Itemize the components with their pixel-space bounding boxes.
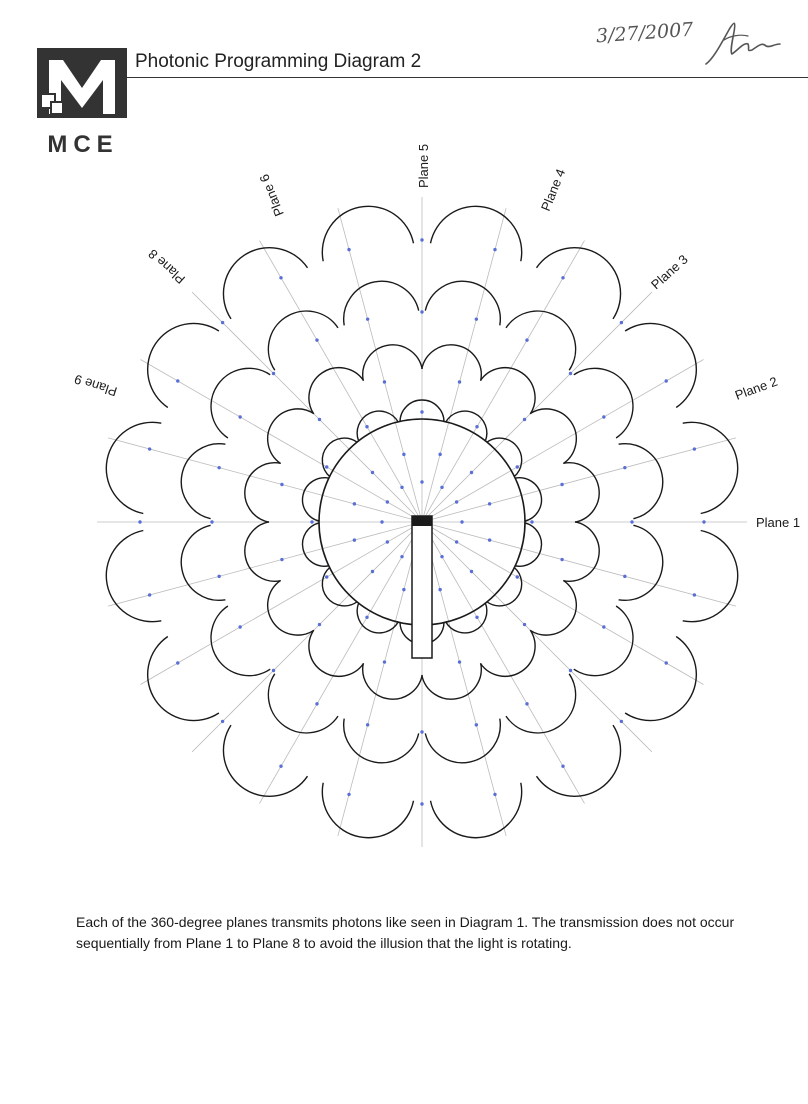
photon-dot [420,310,423,313]
scallop-arc [425,719,500,763]
photon-dot [279,276,282,279]
scallop-arc [425,281,500,325]
photon-dot [371,570,374,573]
caption: Each of the 360-degree planes transmits photons like seen in Diagram 1. The transmission does not occur sequentially from Plane 1 to Plane 8 to avoid the illusion that the light is rotating. [76,914,735,951]
photon-dot [420,238,423,241]
photon-dot [366,723,369,726]
scallop-arc [322,438,357,477]
photon-dot [630,520,633,523]
photon-dot [176,379,179,382]
photon-dot [347,248,350,251]
photon-dot [475,723,478,726]
scallop-arc [223,725,307,796]
scallop-arc [619,525,663,600]
photon-dot [438,453,441,456]
photon-dot [516,575,519,578]
photon-dot [420,802,423,805]
photon-dot [493,248,496,251]
plane-label-8: Plane 8 [145,246,189,287]
photon-dot [488,502,491,505]
photon-dot [458,660,461,663]
photon-dot [702,520,705,523]
scallop-arc [106,531,161,622]
photon-dot [217,575,220,578]
photon-dot [569,372,572,375]
scallop-arc [683,531,738,622]
scallop-arc [537,248,621,319]
scallop-arc [506,311,576,370]
photon-dot [602,415,605,418]
scallop-arc [322,206,413,261]
photon-dot [148,447,151,450]
ray-line [422,438,736,522]
plane-labels [72,144,800,530]
photon-dot [280,558,283,561]
photon-dot [176,661,179,664]
photon-dot [353,502,356,505]
ray-line [422,208,506,522]
signature [700,14,790,72]
ray-line [422,292,652,522]
ray-line [192,522,422,752]
ray-line [422,360,703,523]
ray-line [422,522,703,685]
photon-dot [347,793,350,796]
photon-dot [221,720,224,723]
scallop-arc [245,463,281,522]
photon-dot [602,625,605,628]
scallop-arc [422,663,481,699]
photon-dot [383,660,386,663]
photon-dot [365,425,368,428]
ray-line [260,241,423,522]
photon-dot [460,520,463,523]
page-title: Photonic Programming Diagram 2 [135,51,422,72]
photon-dot [561,276,564,279]
photon-dot [315,702,318,705]
photon-dot [138,520,141,523]
plane-label-3: Plane 3 [647,251,691,293]
scallop-arc [619,444,663,519]
photon-dot [440,555,443,558]
scallop-arc [625,323,696,407]
scallop-arc [506,674,576,733]
photon-dot [402,453,405,456]
photon-dot [455,540,458,543]
scallop-arc [106,422,161,513]
photon-dot [280,483,283,486]
photon-dot [318,623,321,626]
photon-dot [693,447,696,450]
scallop-arc [563,522,599,581]
photon-dot [238,415,241,418]
photonic-diagram [0,130,808,860]
scallop-arc [322,783,413,838]
scallop-arc [223,248,307,319]
photon-dot [525,702,528,705]
scallop-arc [537,725,621,796]
photon-dot [665,661,668,664]
ray-line [422,241,585,522]
photon-dot [530,520,533,523]
photon-dot [386,500,389,503]
photon-dot [318,418,321,421]
ray-line [141,360,422,523]
scallop-arc [181,444,225,519]
plane-label-4: Plane 4 [537,166,569,214]
photon-dot [148,593,151,596]
photon-dot [420,410,423,413]
photon-dot [470,570,473,573]
scallop-arc [344,719,419,763]
scallop-arc [422,345,481,381]
scallop-arc [574,368,633,438]
photon-dot [620,321,623,324]
photon-dot [620,720,623,723]
photon-dot [365,616,368,619]
scallop-arc [363,663,422,699]
photon-dot [272,669,275,672]
photon-dot [221,321,224,324]
photon-dot [493,793,496,796]
photon-dot [272,372,275,375]
plane-label-5: Plane 5 [416,143,431,188]
ray-line [422,522,506,836]
scallop-arc [268,311,338,370]
handwritten-date: 3/27/2007 [595,18,695,48]
photon-dot [440,486,443,489]
ray-line [338,208,422,522]
photon-dot [325,465,328,468]
photon-dot [488,538,491,541]
scallop-arc [181,525,225,600]
photon-dot [380,520,383,523]
scallop-arc [487,567,522,606]
photon-dot [693,593,696,596]
photon-dot [523,418,526,421]
scallop-arc [574,606,633,676]
photon-dot [238,625,241,628]
photon-dot [279,765,282,768]
plane-label-9: Plane 9 [72,371,119,400]
ray-line [141,522,422,685]
photon-dot [516,465,519,468]
photon-dot [561,765,564,768]
ray-line [108,438,422,522]
scallop-arc [487,438,522,477]
scallop-arc [625,637,696,721]
photon-dot [623,575,626,578]
photon-dot [523,623,526,626]
photon-dot [386,540,389,543]
photon-dot [623,466,626,469]
photon-dot [420,480,423,483]
ray-line [422,522,652,752]
plane-label-6: Plane 6 [256,171,287,219]
photon-dot [217,466,220,469]
plane-label-2: Plane 2 [732,373,780,403]
scallop-arc [363,345,422,381]
ray-line [422,522,736,606]
photon-dot [371,471,374,474]
photon-dot [420,730,423,733]
scallop-arc [268,674,338,733]
photon-dot [400,486,403,489]
scallop-arc [683,422,738,513]
photon-dot [310,520,313,523]
photon-dot [458,380,461,383]
photon-dot [400,555,403,558]
scallop-arc [431,783,522,838]
photon-dot [475,616,478,619]
plane-label-1: Plane 1 [756,515,801,530]
scallop-arc [245,522,281,581]
scallop-arc [148,323,219,407]
photon-dot [475,317,478,320]
photon-dot [455,500,458,503]
scallop-arc [322,567,357,606]
ray-line [260,522,423,803]
scallop-arc [563,463,599,522]
photon-dot [560,558,563,561]
photon-dot [210,520,213,523]
ray-line [338,522,422,836]
photon-dot [325,575,328,578]
ray-line [108,522,422,606]
header-rule [127,77,808,78]
photon-dot [383,380,386,383]
ray-line [422,522,585,803]
photon-dot [438,588,441,591]
emitter-tube [412,516,432,658]
photon-dot [560,483,563,486]
scallop-arc [431,206,522,261]
scallop-arc [211,606,270,676]
photon-dot [353,538,356,541]
scallop-arc [344,281,419,325]
photon-dot [475,425,478,428]
photon-dot [665,379,668,382]
photon-dot [402,588,405,591]
photon-dot [569,669,572,672]
scallop-arc [211,368,270,438]
ray-line [192,292,422,522]
photon-dot [366,317,369,320]
photon-dot [470,471,473,474]
logo-text: MCE [47,131,119,158]
scallop-arc [148,637,219,721]
photon-dot [315,338,318,341]
photon-dot [525,338,528,341]
